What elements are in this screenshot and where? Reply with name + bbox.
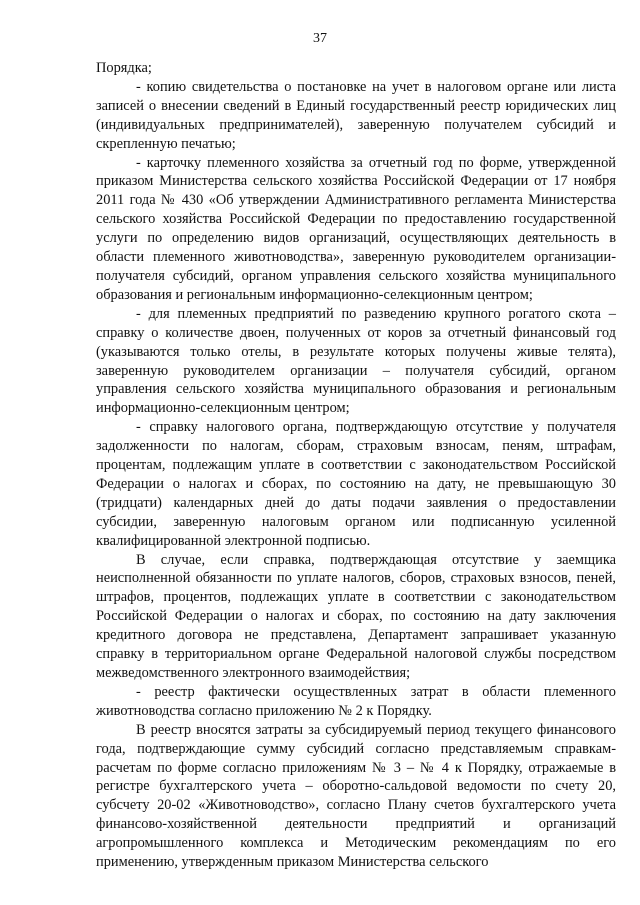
paragraph-register-contents: В реестр вносятся затраты за субсидируемый период текущего финансового года, подтверждающие сумму субсидий согласно представляемым справкам-расчетам по форме согласно приложениям № 3 – № 4 к Порядку, отражаемые в регистре бухгалтерского учета – оборотно-сальдовой ведомости по счету 20, субсчету 20-02 «Животноводство», согласно Плану счетов бухгалтерского учета финансово-хозяйственной деятельности предприятий и организаций агропромышленного комплекса и Методическим рекомендациям по его применению, утвержденным приказом Министерства сельского (96, 721, 616, 871)
list-item-expense-register: - реестр фактически осуществленных затрат в области племенного животноводства согласно приложению № 2 к Порядку. (96, 683, 616, 719)
paragraph-missing-certificate: В случае, если справка, подтверждающая отсутствие у заемщика неисполненной обязанности по уплате налогов, сборов, страховых взносов, пеней, штрафов, процентов, подлежащих уплате в соответствии с законодательством Российской Федерации о налогах и сборах, по состоянию на дату заключения кредитного договора не представлена, Департамент запрашивает указанную справку в территориальном органе Федеральной налоговой службы посредством межведомственного электронного взаимодействия; (96, 551, 616, 681)
document-text (96, 59, 616, 872)
list-item-twins-certificate: - для племенных предприятий по разведению крупного рогатого скота – справку о количестве двоен, полученных от коров за отчетный финансовый год (указываются только отелы, в результате которых получены живые телята), заверенную руководителем организации – получателя субсидий, органом управления сельского хозяйства муниципального образования и региональным информационно-селекционным центром; (96, 305, 616, 417)
list-item-tax-registration: - копию свидетельства о постановке на учет в налоговом органе или листа записей о внесении сведений в Единый государственный реестр юридических лиц (индивидуальных предпринимателей), заверенную получателем субсидий и скрепленную печатью; (96, 78, 616, 152)
list-item-breeding-farm-card: - карточку племенного хозяйства за отчетный год по форме, утвержденной приказом Министерства сельского хозяйства Российской Федерации от 17 ноября 2011 года № 430 «Об утверждении Административного регламента Министерства сельского хозяйства Российской Федерации по предоставлению государственной услуги по определению видов организаций, осуществляющих деятельность в области племенного животноводства», заверенную руководителем организации-получателя субсидий, органом управления сельского хозяйства муниципального образования и региональным информационно-селекционным центром; (96, 154, 616, 303)
paragraph-continuation: Порядка; (96, 60, 152, 76)
list-item-tax-certificate: - справку налогового органа, подтверждающую отсутствие у получателя задолженности по налогам, сборам, страховым взносам, пеням, штрафам, процентам, подлежащим уплате в соответствии с законодательством Российской Федерации о налогах и сборах, по состоянию на дату, не превышающую 30 (тридцати) календарных дней до даты подачи заявления о предоставлении субсидии, заверенную налоговым органом или подписанную усиленной квалифицированной электронной подписью. (96, 419, 616, 549)
page-number: 37 (313, 31, 327, 46)
